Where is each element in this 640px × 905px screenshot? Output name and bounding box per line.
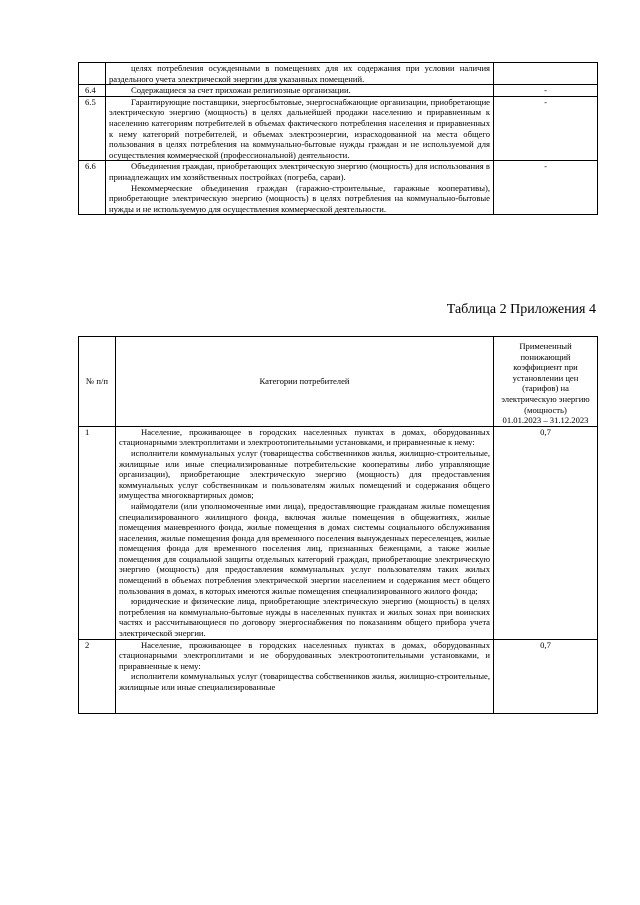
paragraph: Население, проживающее в городских населенных пунктах в домах, оборудованных стационарными электроплитами и не оборудованных электроотопительными установками, и приравненные к нему:	[119, 639, 490, 671]
row-number: 6.6	[79, 161, 106, 215]
row-coefficient: -	[494, 161, 598, 215]
header-category: Категории потребителей	[116, 337, 494, 427]
header-coefficient-label: Примененный понижающий коэффициент при установлении цен (тарифов) на электрическую энергию (мощность)	[501, 341, 590, 415]
table-row	[79, 96, 598, 161]
row-coefficient	[494, 63, 598, 85]
row-number	[79, 63, 106, 85]
table-header-row	[79, 337, 598, 427]
header-coefficient	[494, 337, 598, 427]
paragraph: исполнители коммунальных услуг (товарищества собственников жилья, жилищно-строительные, жилищные или иные специализированные потребительские кооперативы либо управляющие организации), приобретающие электрическую энергию (мощность) для предоставления коммунальных услуг собственникам и пользователям жилых помещений и содержания общего имущества многоквартирных домов;	[119, 447, 490, 501]
row-coefficient: -	[494, 96, 598, 161]
header-number: № п/п	[79, 337, 116, 427]
header-period: 01.01.2023 – 31.12.2023	[502, 415, 589, 426]
row-number: 2	[79, 639, 116, 713]
paragraph: Гарантирующие поставщики, энергосбытовые, энергоснабжающие организации, приобретающие электрическую энергию (мощность) в целях дальнейшей продажи населению и приравненным к населению категориям потребителей в объемах фактического потребления населения и приравненных к нему категорий потребителей, и объемах электроэнергии, израсходованной на места общего пользования в целях потребления на коммунально-бытовые нужды граждан и не используемой для осуществления коммерческой (профессиональной) деятельности.	[109, 96, 490, 160]
table-row	[79, 426, 598, 639]
row-coefficient: 0,7	[494, 639, 598, 713]
table-row	[79, 161, 598, 215]
row-category	[106, 63, 494, 85]
paragraph: Содержащиеся за счет прихожан религиозные организации.	[131, 85, 351, 96]
row-number: 6.4	[79, 85, 106, 97]
table-row	[79, 639, 598, 713]
paragraph: наймодатели (или уполномоченные ими лица), предоставляющие гражданам жилые помещения специализированного жилищного фонда, включая жилые помещения в общежитиях, жилые помещения маневренного фонда, жилые помещения в домах системы социального обслуживания населения, жилые помещения фонда для временного поселения вынужденных переселенцев, жилые помещения фонда для временного поселения лиц, признанных беженцами, а также жилые помещения для социальной защиты отдельных категорий граждан, приобретающие электрическую энергию (мощность) для предоставления коммунальных услуг пользователям таких жилых помещений в объемах потребления электрической энергии населением и содержания мест общего пользования в домах, в которых имеются жилые помещения специализированного жилого фонда;	[119, 500, 490, 596]
paragraph: юридические и физические лица, приобретающие электрическую энергию (мощность) в целях потребления на коммунально-бытовые нужды в населенных пунктах и жилых зонах при воинских частях и рассчитывающиеся по договору энергоснабжения по показаниям общего прибора учета электрической энергии.	[119, 596, 490, 639]
table-continuation	[78, 62, 598, 215]
row-category	[106, 85, 494, 97]
row-category	[106, 96, 494, 161]
table-row	[79, 63, 598, 85]
paragraph: Объединения граждан, приобретающих электрическую энергию (мощность) для использования в принадлежащих им хозяйственных постройках (погреба, сараи).	[109, 161, 490, 182]
row-coefficient: 0,7	[494, 426, 598, 639]
paragraph: исполнители коммунальных услуг (товарищества собственников жилья, жилищно-строительные, жилищные или иные специализированные	[119, 671, 490, 692]
paragraph: целях потребления осужденными в помещениях для их содержания при условии наличия раздельного учета электрической энергии для указанных помещений.	[109, 63, 490, 84]
row-category	[116, 639, 494, 713]
row-number: 1	[79, 426, 116, 639]
table-caption: Таблица 2 Приложения 4	[446, 302, 596, 317]
row-number: 6.5	[79, 96, 106, 161]
paragraph: Некоммерческие объединения граждан (гаражно-строительные, гаражные кооперативы), приобретающие электрическую энергию (мощность) в целях потребления на коммунально-бытовые нужды и не используемую для осуществления коммерческой деятельности.	[109, 182, 490, 214]
paragraph: Население, проживающее в городских населенных пунктах в домах, оборудованных стационарными электроплитами и электроотопительными установками, и приравненные к нему:	[119, 426, 490, 448]
row-category	[116, 426, 494, 639]
table-row	[79, 85, 598, 97]
cell-content	[119, 640, 490, 713]
tariff-coefficient-table	[78, 336, 598, 714]
row-category	[106, 161, 494, 215]
row-coefficient: -	[494, 85, 598, 97]
